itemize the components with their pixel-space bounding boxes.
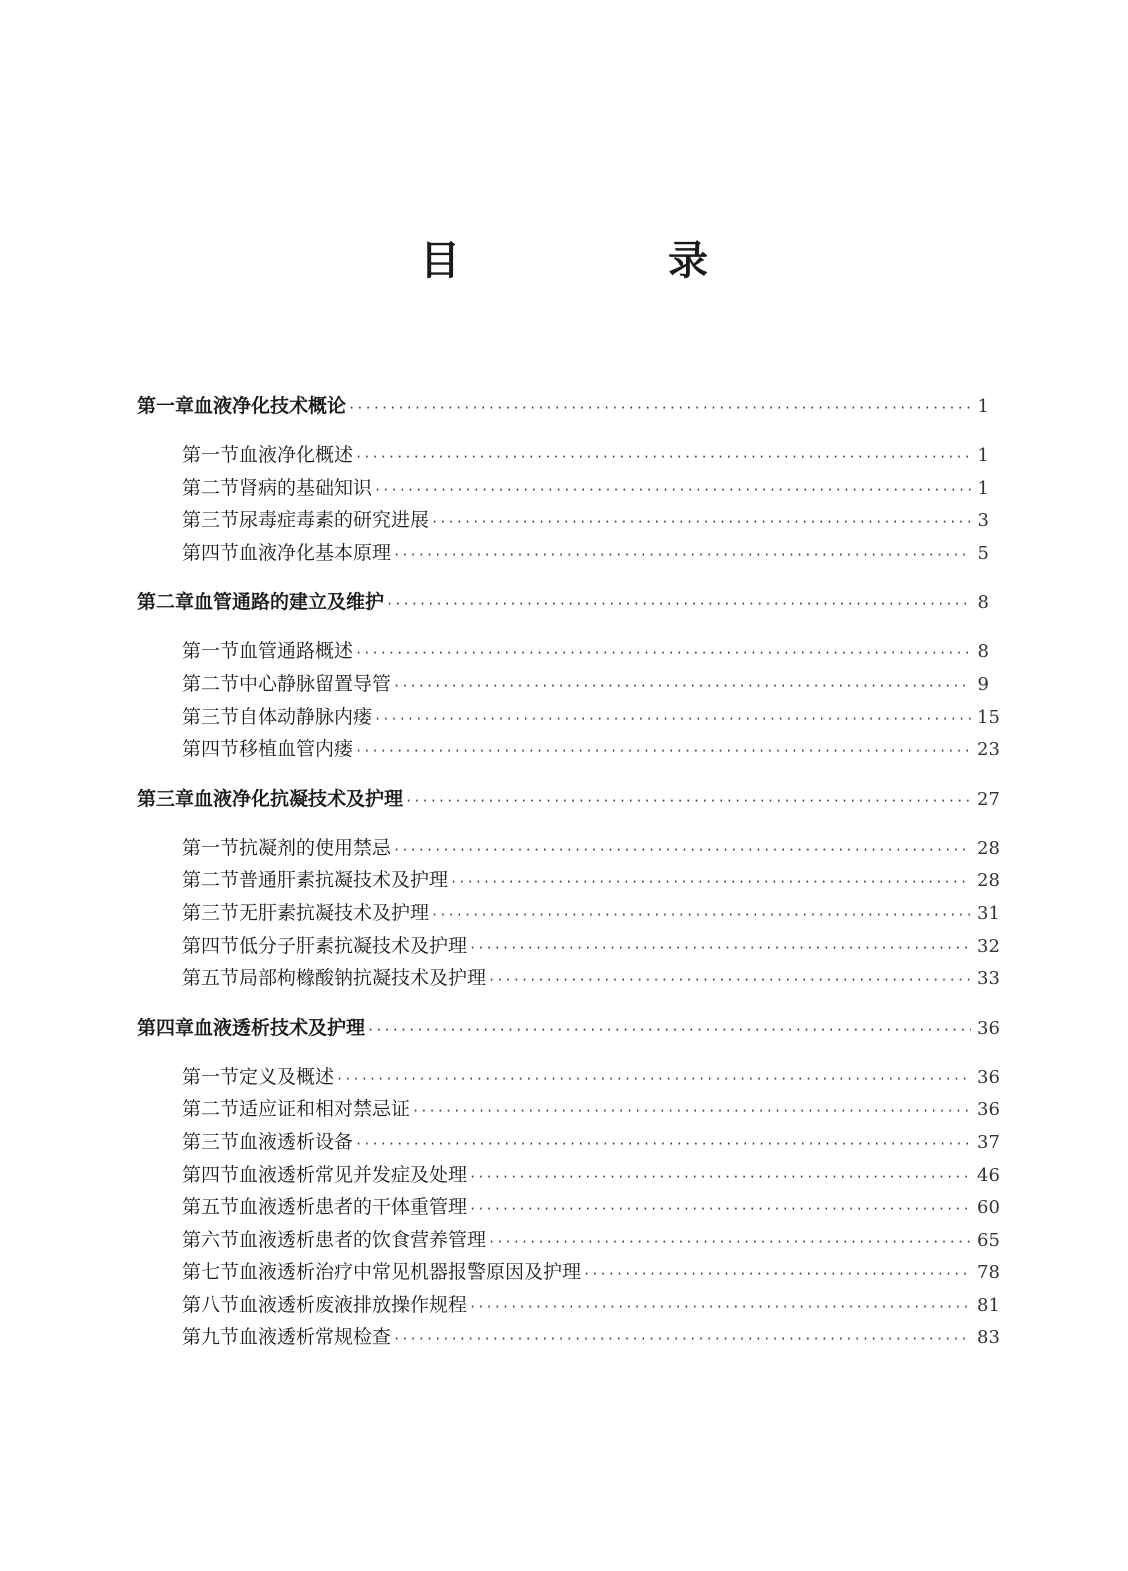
section-title: 自体动静脉内瘘 [239,705,373,728]
toc-section[interactable] [137,1093,1000,1126]
page-number: 65 [977,1229,1000,1251]
toc-section[interactable] [137,930,1000,963]
toc-section[interactable] [137,701,1000,734]
section-number: 第六节 [182,1228,240,1251]
dot-leader [336,1063,971,1096]
page-number: 15 [977,706,1000,728]
section-number: 第二节 [182,869,240,892]
toc-section[interactable] [137,897,1000,930]
section-number: 第二节 [182,1098,240,1121]
section-number: 第一节 [182,640,240,663]
dot-leader [355,1128,971,1161]
page-number: 33 [977,968,1000,990]
section-title: 定义及概述 [239,1065,335,1088]
section-number: 第九节 [182,1326,240,1349]
section-number: 第二节 [182,476,240,499]
page-number: 1 [977,477,989,499]
section-number: 第五节 [182,967,240,990]
toc-section[interactable] [137,439,989,472]
chapter-title: 血管通路的建立及维护 [194,591,385,614]
section-number: 第一节 [182,444,240,466]
chapter-title: 血液净化技术概论 [194,395,347,417]
dot-leader [405,785,971,817]
chapter-number: 第二章 [137,591,195,614]
toc-section[interactable] [137,832,1000,865]
dot-leader [393,670,971,703]
page-number: 31 [977,902,1000,924]
toc-section[interactable] [137,1191,1000,1224]
section-title: 中心静脉留置导管 [239,672,392,695]
toc-section[interactable] [137,1224,1000,1257]
toc-chapter-4[interactable] [137,1012,1000,1044]
page-number: 27 [977,788,1000,810]
page-number: 8 [977,641,989,663]
page-number: 83 [977,1327,1000,1349]
section-title: 血液透析治疗中常见机器报警原因及护理 [239,1261,582,1284]
page-title: 目 录 [420,238,792,284]
section-title: 血液透析患者的饮食营养管理 [239,1228,487,1251]
section-number: 第七节 [182,1261,240,1284]
toc-section[interactable] [137,1126,1000,1159]
section-title: 血管通路概述 [239,640,354,663]
page-number: 81 [977,1294,1000,1316]
section-number: 第二节 [182,672,240,695]
section-number: 第三节 [182,509,240,532]
page-number: 8 [977,592,989,614]
chapter-title: 血液透析技术及护理 [194,1016,366,1039]
dot-leader [393,834,971,867]
page-number: 5 [977,542,989,564]
section-number: 第四节 [182,934,240,957]
page-number: 1 [977,445,989,466]
section-number: 第三节 [182,1130,240,1153]
section-number: 第四节 [182,1163,240,1186]
dot-leader [374,703,971,736]
toc-section[interactable] [137,1061,1000,1094]
dot-leader [348,392,971,424]
section-title: 适应证和相对禁忌证 [239,1098,411,1121]
dot-leader [355,441,971,474]
page-number: 60 [977,1197,1000,1219]
chapter-number: 第三章 [137,787,195,810]
page-number: 36 [977,1017,1000,1039]
dot-leader [469,932,971,965]
toc-section[interactable] [137,668,989,701]
toc-section[interactable] [137,733,1000,766]
page-number: 78 [977,1262,1000,1284]
toc-section[interactable] [137,635,989,668]
section-title: 血液透析常见并发症及处理 [239,1163,468,1186]
toc-section[interactable] [137,1159,1000,1192]
section-title: 尿毒症毒素的研究进展 [239,509,430,532]
section-number: 第四节 [182,738,240,761]
toc-chapter-2[interactable] [137,586,989,618]
section-title: 移植血管内瘘 [239,738,354,761]
page-number: 1 [977,396,989,417]
section-title: 血液透析设备 [239,1130,354,1153]
section-number: 第三节 [182,705,240,728]
section-title: 肾病的基础知识 [239,476,373,499]
dot-leader [386,588,971,620]
dot-leader [393,539,971,572]
page-number: 37 [977,1131,1000,1153]
page-number: 32 [977,935,1000,957]
toc-section[interactable] [137,504,989,537]
page-number: 36 [977,1066,1000,1088]
dot-leader [355,637,971,670]
chapter-number: 第四章 [137,1016,195,1039]
dot-leader [374,474,971,507]
section-number: 第四节 [182,541,240,564]
section-title: 无肝素抗凝技术及护理 [239,901,430,924]
dot-leader [412,1095,971,1128]
section-number: 第八节 [182,1293,240,1316]
chapter-number: 第一章 [137,395,195,417]
section-title: 低分子肝素抗凝技术及护理 [239,934,468,957]
dot-leader [431,899,971,932]
dot-leader [355,735,971,768]
page-number: 3 [977,510,989,532]
dot-leader [488,964,971,997]
section-title: 血液净化基本原理 [239,541,392,564]
section-title: 血液透析废液排放操作规程 [239,1293,468,1316]
toc-section[interactable] [137,1321,1000,1354]
page-number: 28 [977,870,1000,892]
section-title: 普通肝素抗凝技术及护理 [239,869,449,892]
section-title: 局部枸橼酸钠抗凝技术及护理 [239,967,487,990]
table-of-contents [137,390,1000,1354]
dot-leader [488,1226,971,1259]
toc-section[interactable] [137,537,989,570]
toc-chapter-3[interactable] [137,783,1000,815]
section-number: 第五节 [182,1196,240,1219]
dot-leader [469,1291,971,1324]
page-number: 36 [977,1099,1000,1121]
page-number: 28 [977,837,1000,859]
chapter-title: 血液净化抗凝技术及护理 [194,787,404,810]
section-title: 抗凝剂的使用禁忌 [239,836,392,859]
page-number: 46 [977,1164,1000,1186]
dot-leader [469,1193,971,1226]
toc-section[interactable] [137,472,989,505]
dot-leader [367,1014,971,1046]
dot-leader [393,1323,971,1356]
section-number: 第一节 [182,1065,240,1088]
page-number: 9 [977,673,989,695]
section-title: 血液净化概述 [239,444,354,466]
toc-chapter-1[interactable] [137,390,989,422]
dot-leader [450,866,971,899]
toc-section[interactable] [137,1289,1000,1322]
section-number: 第一节 [182,836,240,859]
section-title: 血液透析患者的干体重管理 [239,1196,468,1219]
toc-section[interactable] [137,962,1000,995]
dot-leader [469,1161,971,1194]
toc-section[interactable] [137,1256,1000,1289]
section-title: 血液透析常规检查 [239,1326,392,1349]
toc-section[interactable] [137,864,1000,897]
section-number: 第三节 [182,901,240,924]
page-number: 23 [977,739,1000,761]
dot-leader [431,506,971,539]
dot-leader [583,1258,971,1291]
